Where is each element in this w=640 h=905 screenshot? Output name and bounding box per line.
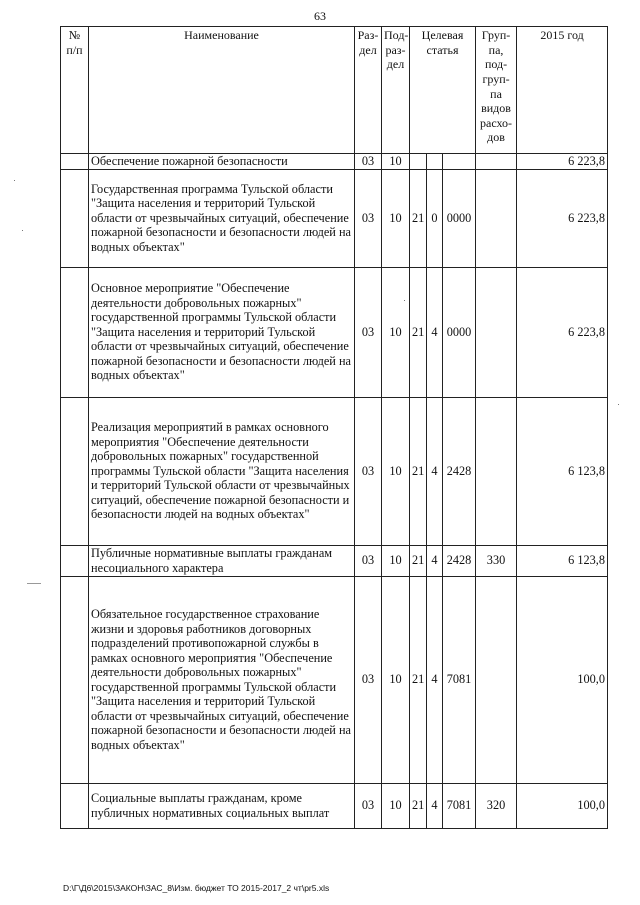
cell-subsection: 10 <box>382 154 410 170</box>
column-header-section: Раз-дел <box>355 27 382 154</box>
cell-amount-2015: 6 223,8 <box>517 169 608 267</box>
cell-subsection: 10 <box>382 783 410 828</box>
column-header-group: Груп-па, под-груп-па видов расхо-дов <box>476 27 517 154</box>
cell-expense-group <box>476 397 517 545</box>
column-header-name: Наименование <box>89 27 355 154</box>
cell-name: Публичные нормативные выплаты гражданам несоциального характера <box>89 545 355 576</box>
table-row <box>61 576 608 783</box>
table-header-row <box>61 27 608 154</box>
table-body <box>61 154 608 829</box>
cell-expense-group <box>476 169 517 267</box>
cell-target-direction: 0000 <box>443 267 476 397</box>
cell-amount-2015: 6 123,8 <box>517 397 608 545</box>
cell-target-program: 21 <box>410 267 427 397</box>
cell-amount-2015: 100,0 <box>517 576 608 783</box>
cell-subsection: 10 <box>382 169 410 267</box>
cell-num <box>61 545 89 576</box>
cell-section: 03 <box>355 154 382 170</box>
cell-num <box>61 267 89 397</box>
cell-target-subprogram: 4 <box>427 267 443 397</box>
cell-num <box>61 576 89 783</box>
cell-target-program: 21 <box>410 169 427 267</box>
cell-name: Основное мероприятие "Обеспечение деятельности добровольных пожарных" государственной программы Тульской области "Защита населения и территорий Тульской области от чрезвычайных ситуаций, обеспечение пожарной безопасности и безопасности людей на водных объектах" <box>89 267 355 397</box>
cell-expense-group <box>476 154 517 170</box>
table-row <box>61 397 608 545</box>
cell-section: 03 <box>355 783 382 828</box>
cell-subsection: 10 <box>382 267 410 397</box>
cell-target-program: 21 <box>410 397 427 545</box>
cell-target-subprogram <box>427 154 443 170</box>
column-header-target: Целевая статья <box>410 27 476 154</box>
cell-subsection: 10 <box>382 545 410 576</box>
cell-section: 03 <box>355 545 382 576</box>
cell-num <box>61 397 89 545</box>
table-row <box>61 154 608 170</box>
cell-name: Государственная программа Тульской области "Защита населения и территорий Тульской области от чрезвычайных ситуаций, обеспечение пожарной безопасности и безопасности людей на водных объектах" <box>89 169 355 267</box>
cell-section: 03 <box>355 169 382 267</box>
cell-target-program: 21 <box>410 545 427 576</box>
cell-target-subprogram: 4 <box>427 545 443 576</box>
cell-target-direction: 2428 <box>443 545 476 576</box>
cell-section: 03 <box>355 576 382 783</box>
cell-amount-2015: 6 123,8 <box>517 545 608 576</box>
cell-num <box>61 783 89 828</box>
cell-expense-group <box>476 576 517 783</box>
cell-target-direction: 7081 <box>443 783 476 828</box>
cell-target-subprogram: 4 <box>427 397 443 545</box>
cell-subsection: 10 <box>382 576 410 783</box>
cell-target-direction <box>443 154 476 170</box>
table-row <box>61 545 608 576</box>
table-row <box>61 783 608 828</box>
cell-name: Обеспечение пожарной безопасности <box>89 154 355 170</box>
cell-name: Обязательное государственное страхование жизни и здоровья работников договорных подразделений противопожарной службы в рамках основного мероприятия "Обеспечение деятельности добровольных пожарных" государственной программы Тульской области "Защита населения и территорий Тульской области от чрезвычайных ситуаций, обеспечение пожарной безопасности и безопасности людей на водных объектах" <box>89 576 355 783</box>
cell-expense-group <box>476 267 517 397</box>
cell-num <box>61 169 89 267</box>
cell-target-direction: 0000 <box>443 169 476 267</box>
cell-amount-2015: 6 223,8 <box>517 154 608 170</box>
table-row <box>61 267 608 397</box>
cell-target-subprogram: 0 <box>427 169 443 267</box>
cell-target-program <box>410 154 427 170</box>
cell-target-direction: 2428 <box>443 397 476 545</box>
cell-section: 03 <box>355 397 382 545</box>
cell-subsection: 10 <box>382 397 410 545</box>
page-number: 63 <box>314 9 326 23</box>
table-row <box>61 169 608 267</box>
file-path-footer: D:\Г\Д6\2015\ЗАКОН\ЗАС_8\Изм. бюджет ТО 2015-2017_2 чт\pr5.xls <box>63 883 330 893</box>
column-header-year: 2015 год <box>517 27 608 154</box>
cell-amount-2015: 100,0 <box>517 783 608 828</box>
cell-target-subprogram: 4 <box>427 783 443 828</box>
budget-table <box>60 26 608 829</box>
cell-name: Реализация мероприятий в рамках основного мероприятия "Обеспечение деятельности добровольных пожарных" государственной программы Тульской области "Защита населения и территорий Тульской области от чрезвычайных ситуаций, обеспечение пожарной безопасности и безопасности людей на водных объектах" <box>89 397 355 545</box>
cell-expense-group: 330 <box>476 545 517 576</box>
cell-amount-2015: 6 223,8 <box>517 267 608 397</box>
cell-target-subprogram: 4 <box>427 576 443 783</box>
cell-target-program: 21 <box>410 783 427 828</box>
cell-num <box>61 154 89 170</box>
cell-target-direction: 7081 <box>443 576 476 783</box>
cell-section: 03 <box>355 267 382 397</box>
cell-name: Социальные выплаты гражданам, кроме публичных нормативных социальных выплат <box>89 783 355 828</box>
column-header-num: № п/п <box>61 27 89 154</box>
column-header-subsection: Под-раз-дел <box>382 27 410 154</box>
cell-target-program: 21 <box>410 576 427 783</box>
cell-expense-group: 320 <box>476 783 517 828</box>
